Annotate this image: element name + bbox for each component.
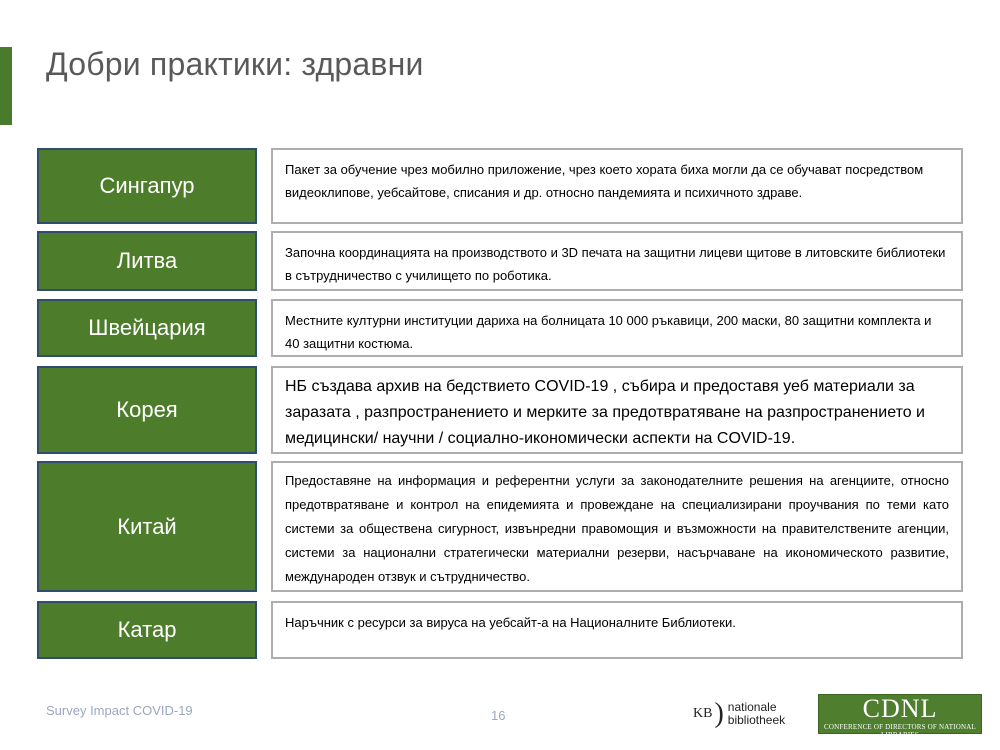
title-accent-bar (0, 47, 12, 125)
cdnl-logo-title: CDNL (862, 694, 938, 723)
country-box-qatar: Катар (37, 601, 257, 659)
cdnl-logo (818, 694, 982, 739)
country-box-singapore: Сингапур (37, 148, 257, 224)
logo-line-1: nationale (727, 700, 777, 714)
logo-bracket-icon: ) (714, 698, 724, 729)
country-box-korea: Корея (37, 366, 257, 454)
country-box-switzerland: Швейцария (37, 299, 257, 357)
description-switzerland: Местните културни институции дариха на болницата 10 000 ръкавици, 200 маски, 80 защитни комплекта и 40 защитни костюма. (271, 299, 963, 357)
description-singapore: Пакет за обучение чрез мобилно приложение, чрез което хората биха могли да се обучават посредством видеоклипове, уебсайтове, списания и др. относно пандемията и психичното здраве. (271, 148, 963, 224)
nationale-bibliotheek-logo (693, 697, 785, 731)
logo-line-2: bibliotheek (727, 713, 786, 727)
page-number: 16 (491, 708, 506, 723)
slide-title: Добри практики: здравни (46, 46, 424, 82)
description-qatar: Наръчник с ресурси за вируса на уебсайт-а на Националните Библиотеки. (271, 601, 963, 659)
country-box-lithuania: Литва (37, 231, 257, 291)
description-korea: НБ създава архив на бедствието COVID-19 , събира и предоставя уеб материали за заразата , разпространението и мерките за предотвратяване на разпространението и медицински/ научни / социално-икономически аспекти на COVID-19. (271, 366, 963, 454)
country-box-china: Китай (37, 461, 257, 592)
footer-text: Survey Impact COVID-19 (46, 703, 193, 718)
description-china: Предоставяне на информация и референтни услуги за законодателните решения на агенциите, относно предотвратяване и контрол на епидемията и провеждане на специализирани проучвания по теми като системи за обществена сигурност, извънредни правомощия и възможности на правителствените агенции, системи за национални стратегически материални резерви, насърчаване на икономическото развитие, международен отзвук и сътрудничество. (271, 461, 963, 592)
cdnl-logo-subtitle: CONFERENCE OF DIRECTORS OF NATIONAL LIBRARIES (824, 723, 976, 739)
kb-mark: KB (693, 706, 713, 721)
description-lithuania: Започна координацията на производството и 3D печата на защитни лицеви щитове в литовските библиотеки в сътрудничество с училището по роботика. (271, 231, 963, 291)
